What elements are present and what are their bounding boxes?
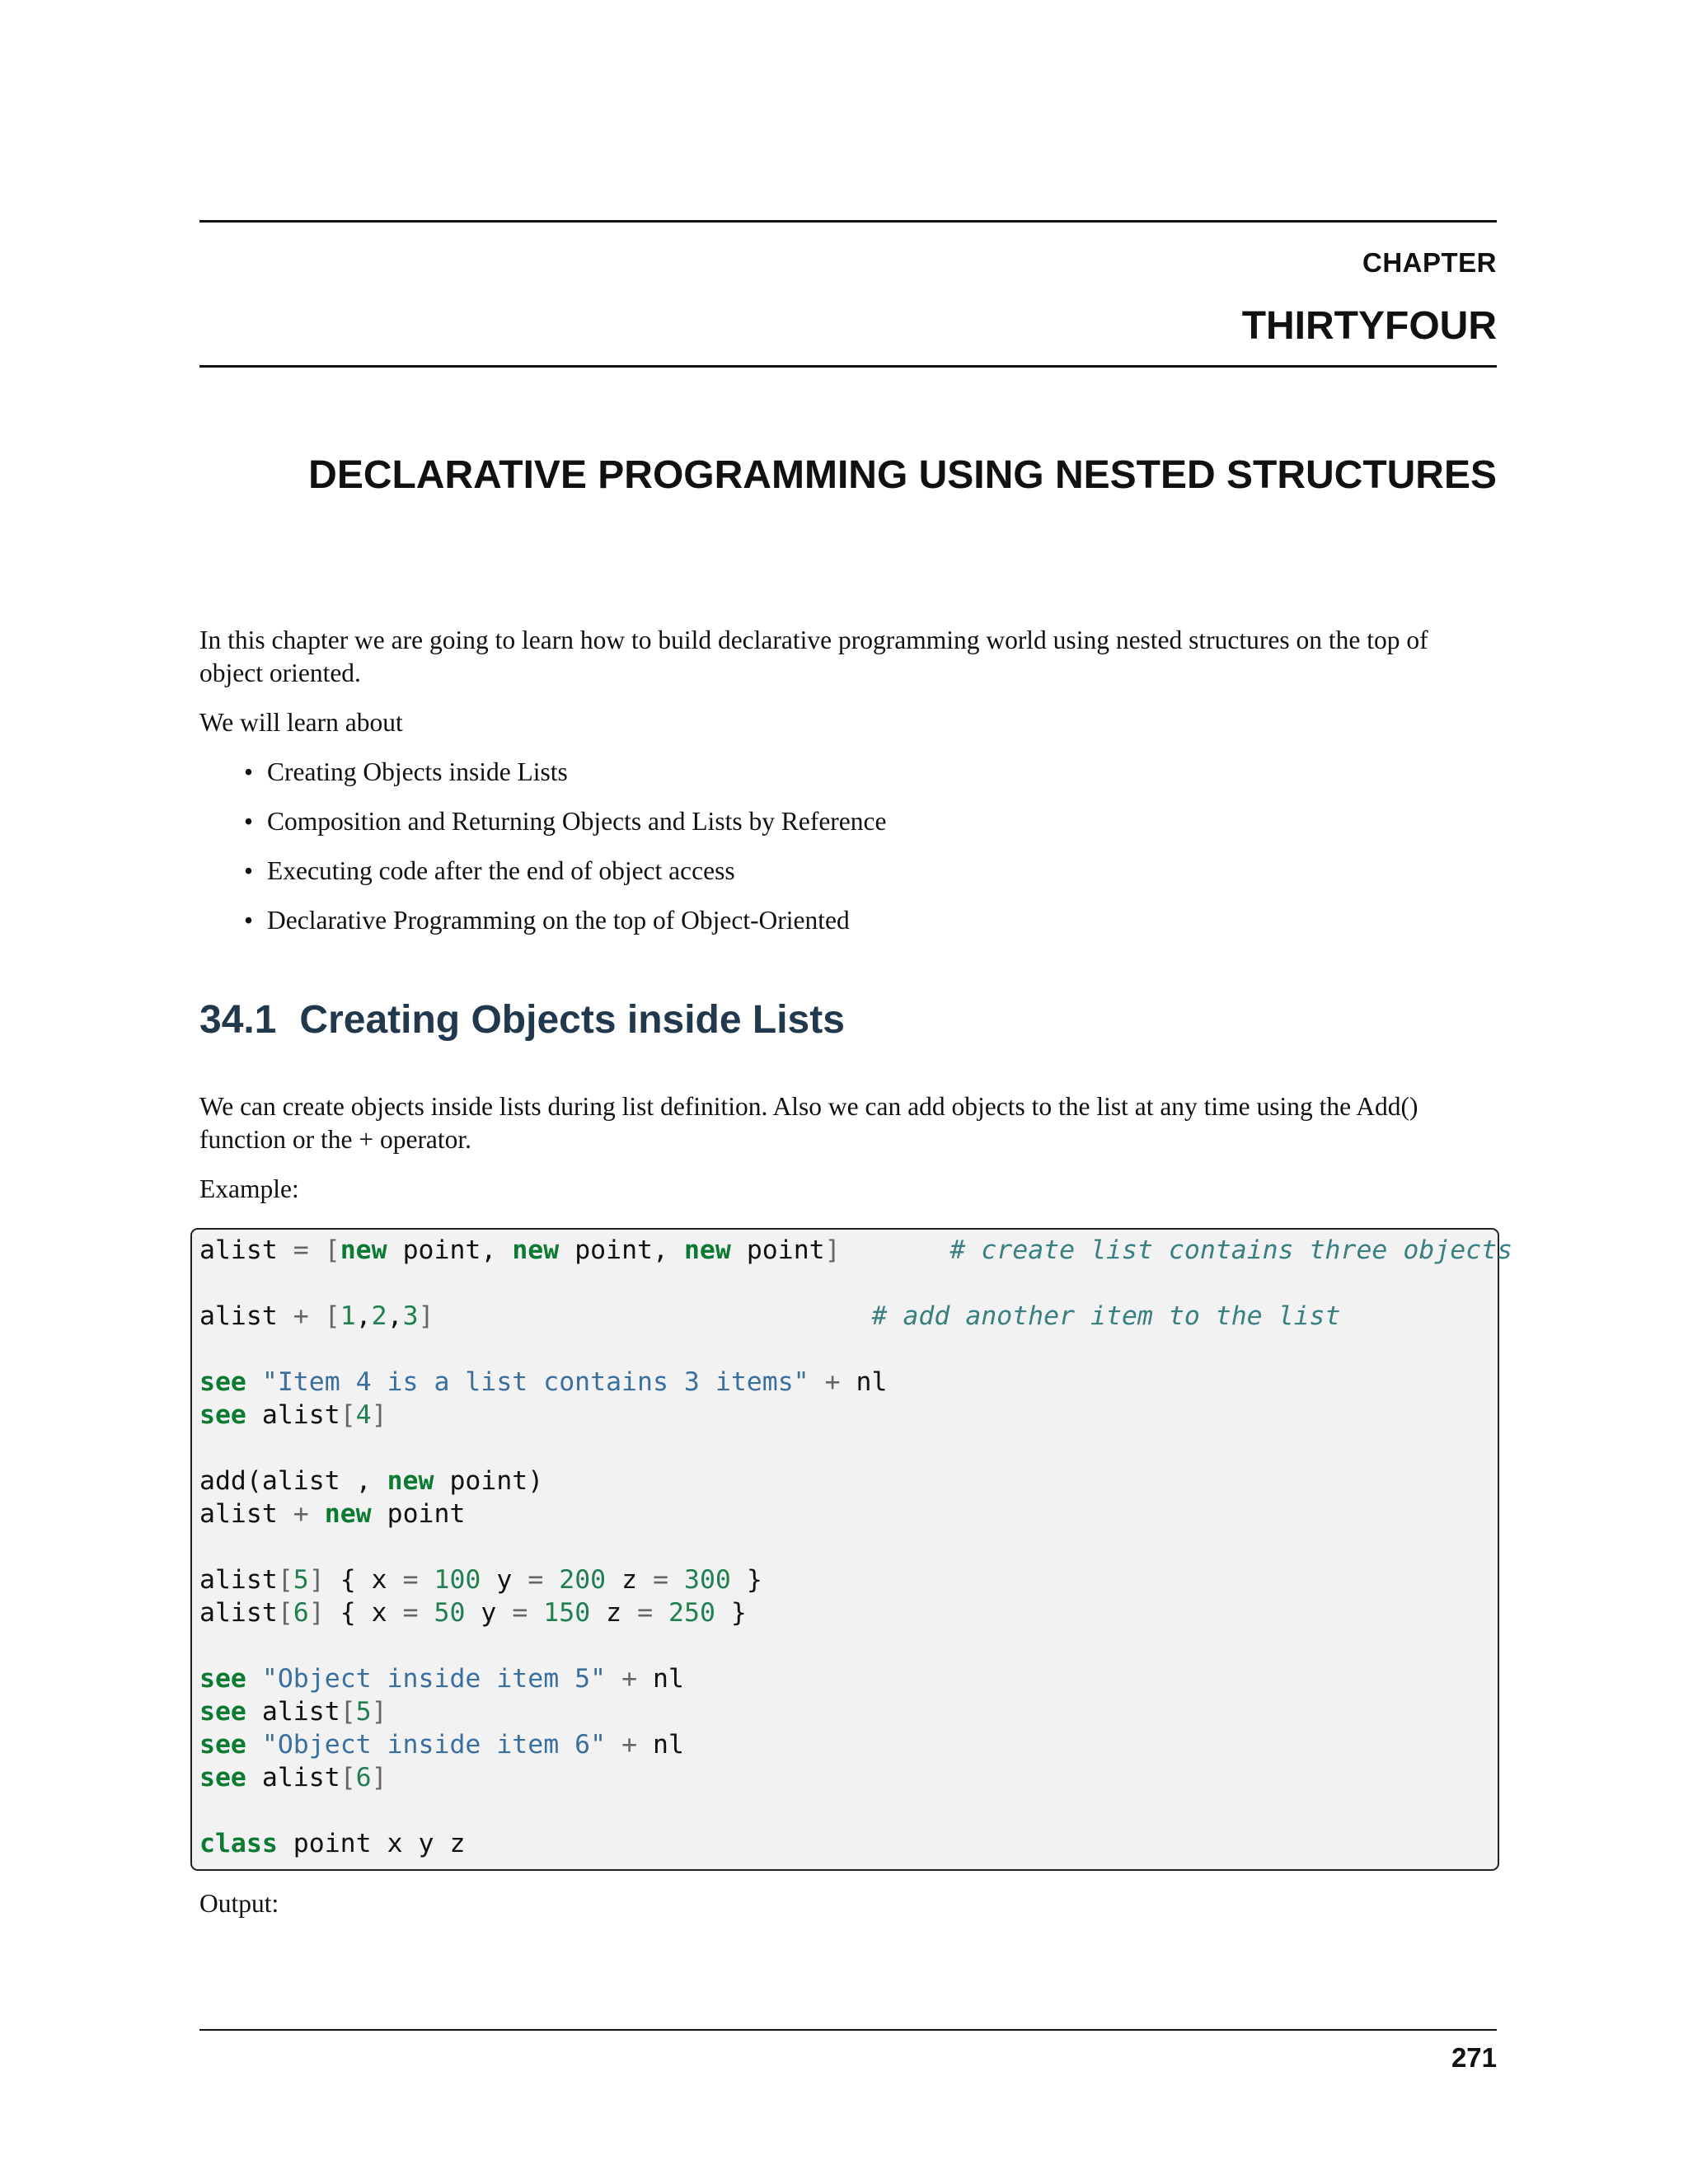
code-line bbox=[199, 1267, 1512, 1300]
code-line bbox=[199, 1432, 1512, 1465]
bullet-icon: • bbox=[244, 757, 254, 786]
code-line: see alist[6] bbox=[199, 1763, 387, 1793]
code-string: "Object inside item 5" bbox=[261, 1664, 607, 1694]
code-line: alist + [1,2,3] # add another item to the list bbox=[199, 1301, 1341, 1331]
code-line: see "Item 4 is a list contains 3 items" + nl bbox=[199, 1367, 888, 1397]
footer-rule bbox=[199, 2029, 1497, 2031]
output-label: Output: bbox=[199, 1889, 279, 1918]
intro-lead: We will learn about bbox=[199, 708, 403, 737]
code-comment: # add another item to the list bbox=[871, 1301, 1341, 1331]
code-comment: # create list contains three objects bbox=[950, 1235, 1513, 1265]
list-item bbox=[199, 805, 886, 855]
code-line: add(alist , new point) bbox=[199, 1466, 544, 1496]
section-number: 34.1 bbox=[199, 998, 277, 1042]
code-listing bbox=[199, 1234, 1512, 1860]
section-paragraph: We can create objects inside lists during list definition. Also we can add objects to the list at any time using the Add() function or the + operator. bbox=[199, 1092, 1418, 1154]
code-line bbox=[199, 1530, 1512, 1563]
bullet-icon: • bbox=[244, 906, 254, 935]
code-string: "Object inside item 6" bbox=[261, 1730, 607, 1760]
code-line: see "Object inside item 5" + nl bbox=[199, 1664, 684, 1694]
topic-list bbox=[199, 756, 886, 954]
list-item bbox=[199, 756, 886, 805]
code-line: class point x y z bbox=[199, 1829, 466, 1858]
code-line bbox=[199, 1794, 1512, 1827]
list-item-text: Declarative Programming on the top of Object-Oriented bbox=[267, 906, 850, 935]
list-item-text: Composition and Returning Objects and Lists by Reference bbox=[267, 807, 887, 836]
code-line: alist[6] { x = 50 y = 150 z = 250 } bbox=[199, 1598, 747, 1628]
intro-paragraph: In this chapter we are going to learn how to build declarative programming world using nested structures on the top of object oriented. bbox=[199, 626, 1428, 687]
list-item bbox=[199, 855, 886, 904]
bullet-icon: • bbox=[244, 856, 254, 885]
code-line bbox=[199, 1333, 1512, 1366]
code-line: alist = [new point, new point, new point] # create list contains three objects bbox=[199, 1235, 1513, 1265]
code-line bbox=[199, 1629, 1512, 1662]
code-string: "Item 4 is a list contains 3 items" bbox=[261, 1367, 809, 1397]
chapter-label: CHAPTER bbox=[1362, 247, 1497, 278]
page-number: 271 bbox=[1451, 2042, 1497, 2073]
code-line: see alist[4] bbox=[199, 1400, 387, 1430]
top-rule bbox=[199, 220, 1497, 223]
list-item-text: Executing code after the end of object access bbox=[267, 856, 735, 885]
code-line: see alist[5] bbox=[199, 1697, 387, 1727]
section-heading bbox=[199, 997, 845, 1043]
bullet-icon: • bbox=[244, 807, 254, 836]
code-line: see "Object inside item 6" + nl bbox=[199, 1730, 684, 1760]
list-item-text: Creating Objects inside Lists bbox=[267, 757, 568, 786]
code-line: alist + new point bbox=[199, 1499, 466, 1529]
list-item bbox=[199, 904, 886, 954]
section-title: Creating Objects inside Lists bbox=[299, 998, 845, 1042]
chapter-header-rule bbox=[199, 365, 1497, 368]
chapter-number: THIRTYFOUR bbox=[1241, 304, 1497, 348]
code-line: alist[5] { x = 100 y = 200 z = 300 } bbox=[199, 1565, 762, 1595]
example-label: Example: bbox=[199, 1174, 299, 1203]
chapter-title: DECLARATIVE PROGRAMMING USING NESTED STRUCTURES bbox=[308, 453, 1497, 497]
